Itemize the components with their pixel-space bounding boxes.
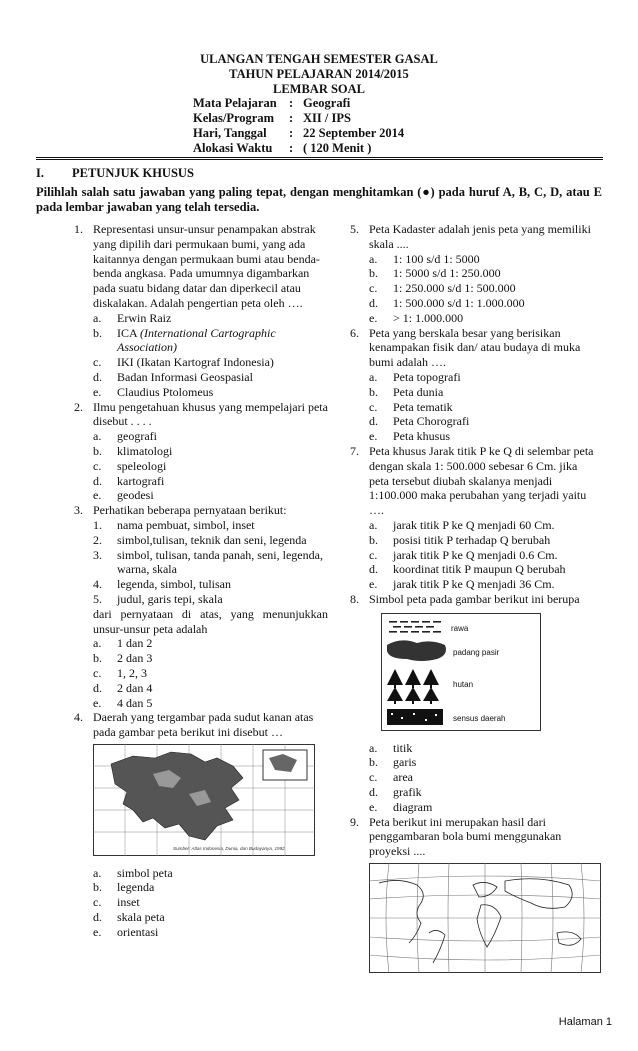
- option-e: e. orientasi: [93, 924, 159, 939]
- option-d: d. grafik: [369, 784, 422, 799]
- option-c: c. area: [369, 770, 413, 785]
- exam-header: [0, 52, 638, 97]
- option-c: c. speleologi: [93, 458, 167, 473]
- info-row-subject: Mata Pelajaran : Geografi: [193, 96, 351, 110]
- option-c: c. jarak titik P ke Q menjadi 0.6 Cm.: [369, 547, 558, 562]
- option-c: c. Peta tematik: [369, 399, 453, 414]
- option-e: e. diagram: [369, 799, 433, 814]
- option-a: a. titik: [369, 740, 413, 755]
- world-projection-image: [369, 863, 594, 977]
- statement-2: 2. simbol,tulisan, teknik dan seni, legenda: [93, 532, 307, 547]
- statement-1: 1. nama pembuat, simbol, inset: [93, 517, 255, 532]
- option-c: c. 1: 250.000 s/d 1: 500.000: [369, 281, 516, 296]
- map-caption: Sumber: Atlas Indonesia, Dunia, dan Budayanya, 1992: [173, 845, 285, 851]
- question-4: 4. Daerah yang tergambar pada sudut kanan atas pada gambar peta berikut ini disebut … Sumber: Atlas Indonesia, Dunia, dan Budayanya, 1992 a. simbol peta b. legenda c. inset d. skala peta e. orientasi: [74, 710, 328, 939]
- option-b: b. ICA (International Cartographic Association): [93, 325, 276, 355]
- legend-label-desert: padang pasir: [453, 647, 500, 657]
- option-b: b. legenda: [93, 880, 155, 895]
- world-projection-svg: [369, 863, 601, 973]
- option-b: b. posisi titik P terhadap Q berubah: [369, 532, 551, 547]
- info-row-date: Hari, Tanggal : 22 September 2014: [193, 126, 405, 140]
- option-e: e. > 1: 1.000.000: [369, 310, 464, 325]
- option-d: d. koordinat titik P maupun Q berubah: [369, 562, 566, 577]
- map-symbol-legend-image: [381, 613, 594, 735]
- divider-top-second: [36, 159, 603, 160]
- option-d: d. skala peta: [93, 910, 165, 925]
- option-e: e. Claudius Ptolomeus: [93, 384, 214, 399]
- column-left: [74, 222, 328, 940]
- header-sheet: LEMBAR SOAL: [272, 82, 366, 96]
- question-9: 9. Peta berikut ini merupakan hasil dari penggambaran bola bumi menggunakan proyeksi ....: [350, 815, 594, 977]
- option-b: b. 2 dan 3: [93, 651, 153, 666]
- page-number: Halaman 1: [558, 1016, 612, 1028]
- question-6: 6. Peta yang berskala besar yang berisikan kenampakan fisik dan/ atau budaya di muka bumi adalah …. a. Peta topografi b. Peta dunia c. Peta tematik d. Peta Chorografi e. Peta khusus: [350, 326, 594, 444]
- legend-label-forest: hutan: [453, 679, 474, 689]
- option-d: d. 1: 500.000 s/d 1: 1.000.000: [369, 295, 525, 310]
- statement-4: 4. legenda, simbol, tulisan: [93, 577, 231, 592]
- legend-label-census: sensus daerah: [453, 713, 506, 723]
- header-title: ULANGAN TENGAH SEMESTER GASAL: [200, 52, 438, 66]
- statement-3: 3. simbol, tulisan, tanda panah, seni, legenda, warna, skala: [93, 547, 323, 577]
- info-row-time: Alokasi Waktu : ( 120 Menit ): [193, 141, 372, 155]
- map-symbol-legend-svg: [381, 613, 541, 731]
- question-5: 5. Peta Kadaster adalah jenis peta yang memiliki skala .... a. 1: 100 s/d 1: 5000 b. 1: 5000 s/d 1: 250.000 c. 1: 250.000 s/d 1: 500.000 d. 1: 500.000 s/d 1: 1.000.000 e. > 1: 1.000.000: [350, 222, 594, 326]
- option-d: d. kartografi: [93, 473, 165, 488]
- option-a: a. jarak titik P ke Q menjadi 60 Cm.: [369, 517, 555, 532]
- instruction-text: Pilihlah salah satu jawaban yang paling tepat, dengan menghitamkan (●) pada huruf A, B, C, D, atau E pada lembar jawaban yang telah tersedia.: [36, 185, 602, 214]
- section-heading: I. PETUNJUK KHUSUS: [36, 166, 194, 180]
- legend-label-swamp: rawa: [451, 623, 469, 633]
- option-d: d. Peta Chorografi: [369, 414, 470, 429]
- option-d: d. Badan Informasi Geospasial: [93, 369, 253, 384]
- option-c: c. inset: [93, 895, 140, 910]
- question-3: 3. Perhatikan beberapa pernyataan berikut: 1. nama pembuat, simbol, inset 2. simbol,tulisan, teknik dan seni, legenda 3. simbol, tulisan, tanda panah, seni, legenda, warna, skala 4. legenda, simbol, tulisan 5. judul, garis tepi, skala dari pernyataan di atas, yang menunjukkan unsur-unsur peta adalah a. 1 dan 2 b. 2 dan 3 c. 1, 2, 3 d. 2 dan 4 e. 4 dan 5: [74, 503, 328, 710]
- option-a: a. geografi: [93, 429, 157, 444]
- option-d: d. 2 dan 4: [93, 680, 153, 695]
- option-b: b. Peta dunia: [369, 384, 444, 399]
- header-year: TAHUN PELAJARAN 2014/2015: [229, 67, 409, 81]
- option-b: b. garis: [369, 755, 417, 770]
- indonesia-map-image: [93, 744, 328, 860]
- option-c: c. IKI (Ikatan Kartograf Indonesia): [93, 355, 274, 370]
- indonesia-map-svg: [93, 744, 315, 856]
- option-e: e. geodesi: [93, 488, 154, 503]
- option-c: c. 1, 2, 3: [93, 665, 147, 680]
- option-b: b. klimatologi: [93, 443, 173, 458]
- question-2: 2. Ilmu pengetahuan khusus yang mempelajari peta disebut . . . . a. geografi b. klimatologi c. speleologi d. kartografi e. geodesi: [74, 399, 328, 503]
- option-a: a. simbol peta: [93, 865, 173, 880]
- question-7: 7. Peta khusus Jarak titik P ke Q di selembar peta dengan skala 1: 500.000 sebesar 6 Cm. jika peta tersebut diubah skalanya menjadi 1:100.000 maka perubahan yang terjadi yaitu …. a. jarak titik P ke Q menjadi 60 Cm. b. posisi titik P terhadap Q berubah c. jarak titik P ke Q menjadi 0.6 Cm. d. koordinat titik P maupun Q berubah e. jarak titik P ke Q menjadi 36 Cm.: [350, 443, 594, 592]
- census-symbol-icon: [387, 709, 443, 725]
- option-e: e. jarak titik P ke Q menjadi 36 Cm.: [369, 577, 555, 592]
- forest-symbol-icon: [387, 669, 439, 704]
- info-row-class: Kelas/Program : XII / IPS: [193, 111, 351, 125]
- column-right: [350, 222, 594, 977]
- option-a: a. 1: 100 s/d 1: 5000: [369, 251, 480, 266]
- option-b: b. 1: 5000 s/d 1: 250.000: [369, 266, 501, 281]
- statement-5: 5. judul, garis tepi, skala: [93, 591, 223, 606]
- option-a: a. Peta topografi: [369, 369, 461, 384]
- option-a: a. 1 dan 2: [93, 636, 153, 651]
- question-8: 8. Simbol peta pada gambar berikut ini berupa rawa padang pasir hutan sensus daerah a. titik b. garis c. area d. grafik e. diagram: [350, 592, 594, 815]
- option-e: e. 4 dan 5: [93, 695, 153, 710]
- question-1: 1. Representasi unsur-unsur penampakan abstrak yang dipilih dari permukaan bumi, yang ada kaitannya dengan permukaan bumi atau benda-benda angkasa. Pada umumnya digambarkan pada suatu bidang datar dan diperkecil atau diskalakan. Adalah pengertian peta oleh …. a. Erwin Raiz b. ICA (International Cartographic Association) c. IKI (Ikatan Kartograf Indonesia) d. Badan Informasi Geospasial e. Claudius Ptolomeus: [74, 222, 328, 400]
- option-e: e. Peta khusus: [369, 429, 450, 444]
- divider-top: [36, 157, 603, 158]
- ica-fullname: (International Cartographic Association): [117, 325, 276, 355]
- exam-info: [193, 96, 404, 156]
- option-a: a. Erwin Raiz: [93, 310, 172, 325]
